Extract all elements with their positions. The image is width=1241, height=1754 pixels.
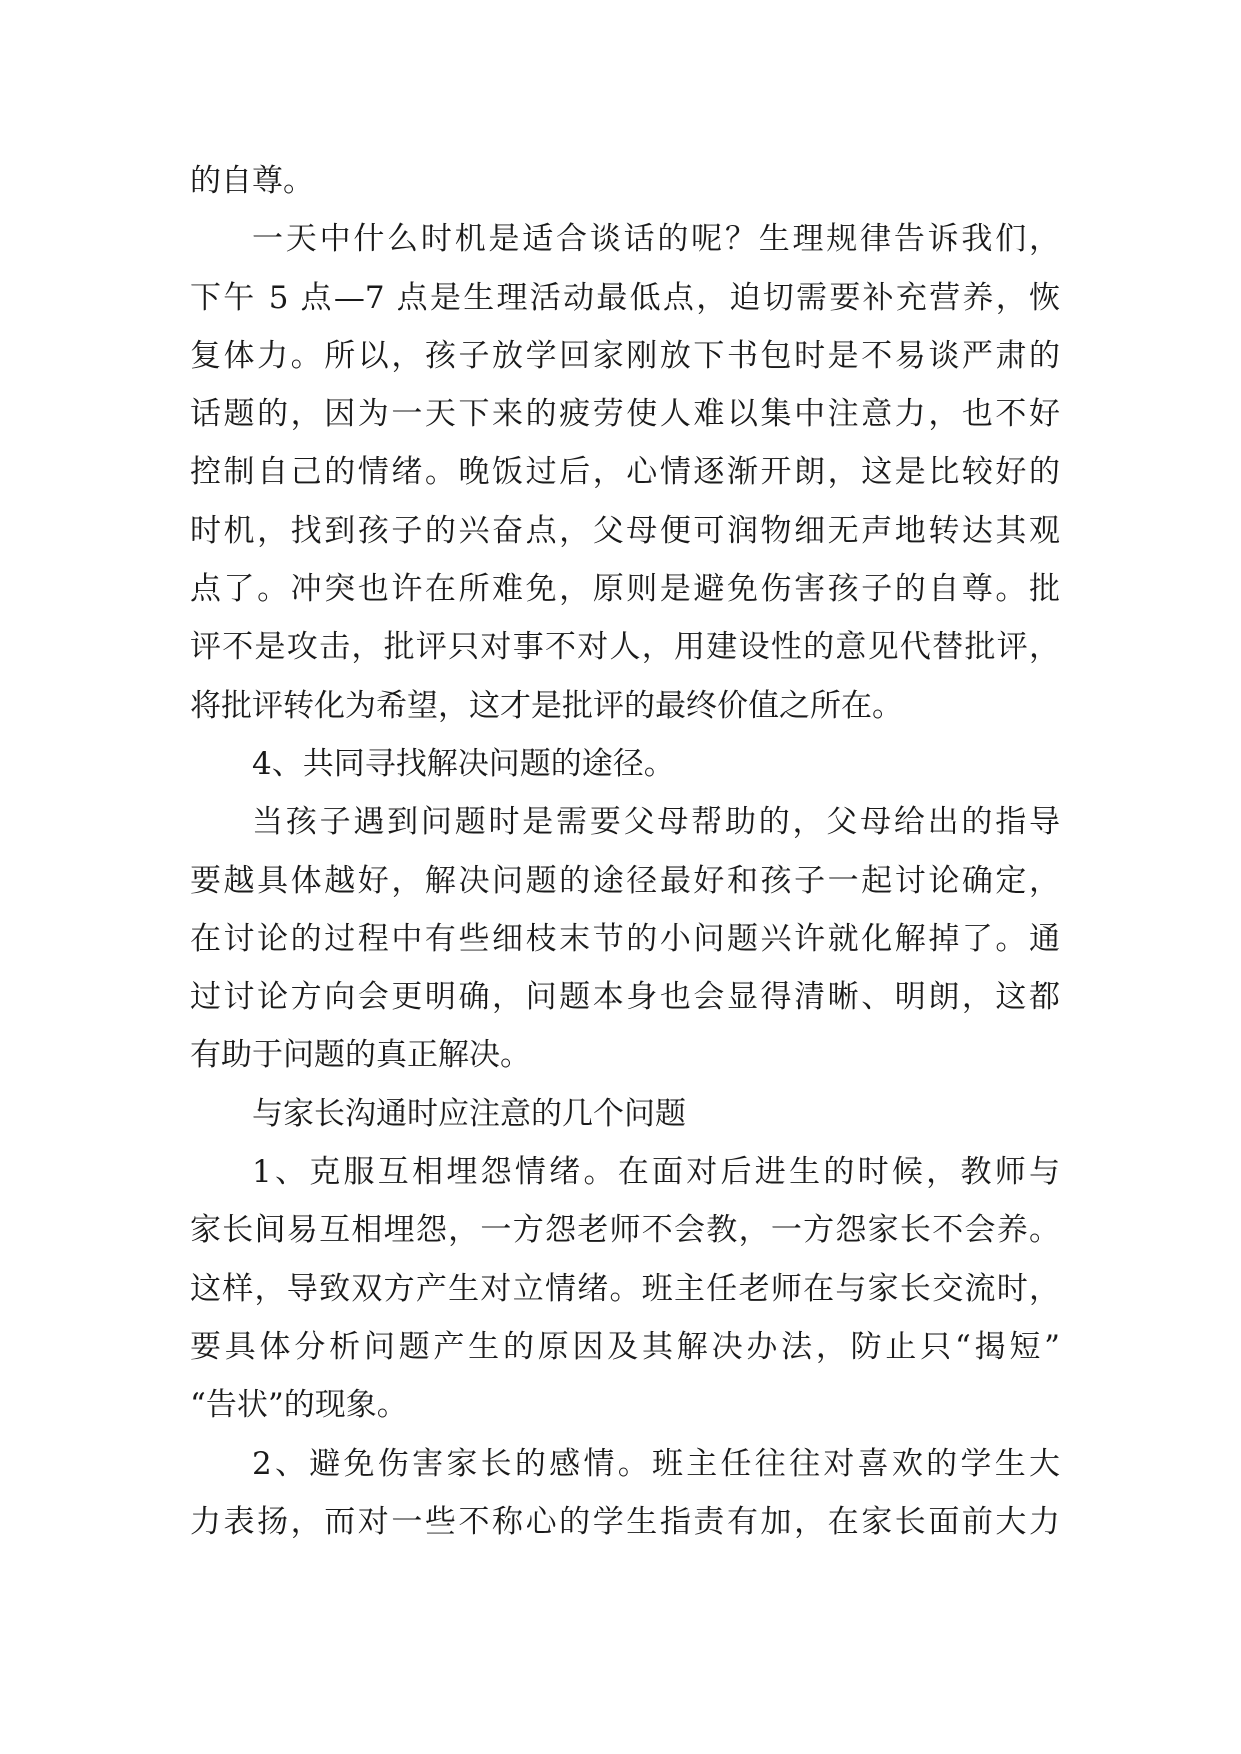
text-line: 控制自己的情绪。晚饭过后，心情逐渐开朗，这是比较好的 [190, 454, 1060, 491]
text-line: 复体力。所以，孩子放学回家刚放下书包时是不易谈严肃的 [190, 337, 1060, 374]
text-line: 一天中什么时机是适合谈话的呢？生理规律告诉我们， [252, 221, 1060, 258]
text-line: “告状”的现象。 [190, 1387, 408, 1424]
text-line: 要越具体越好，解决问题的途径最好和孩子一起讨论确定， [190, 862, 1060, 899]
text-line: 时机，找到孩子的兴奋点，父母便可润物细无声地转达其观 [190, 512, 1060, 549]
text-line: 要具体分析问题产生的原因及其解决办法，防止只“揭短” [190, 1328, 1060, 1365]
text-line: 点了。冲突也许在所难免，原则是避免伤害孩子的自尊。批 [190, 571, 1060, 608]
text-line: 的自尊。 [190, 163, 314, 199]
text-line: 与家长沟通时应注意的几个问题 [252, 1095, 686, 1132]
text-line: 将批评转化为希望，这才是批评的最终价值之所在。 [190, 687, 903, 724]
body-text [190, 152, 1060, 1551]
text-line: 有助于问题的真正解决。 [190, 1037, 531, 1074]
text-line: 1、克服互相埋怨情绪。在面对后进生的时候，教师与 [252, 1154, 1060, 1191]
text-line: 2、避免伤害家长的感情。班主任往往对喜欢的学生大 [252, 1445, 1060, 1482]
text-line: 评不是攻击，批评只对事不对人，用建设性的意见代替批评， [190, 629, 1060, 666]
text-line: 家长间易互相埋怨，一方怨老师不会教，一方怨家长不会养。 [190, 1212, 1060, 1249]
text-line: 过讨论方向会更明确，问题本身也会显得清晰、明朗，这都 [190, 979, 1060, 1016]
text-line: 在讨论的过程中有些细枝末节的小问题兴许就化解掉了。通 [190, 920, 1060, 957]
text-line: 下午 5 点—7 点是生理活动最低点，迫切需要补充营养，恢 [190, 279, 1060, 316]
text-line: 当孩子遇到问题时是需要父母帮助的，父母给出的指导 [252, 804, 1060, 841]
text-line: 话题的，因为一天下来的疲劳使人难以集中注意力，也不好 [190, 396, 1060, 433]
text-line: 力表扬，而对一些不称心的学生指责有加，在家长面前大力 [190, 1503, 1060, 1540]
text-line: 这样，导致双方产生对立情绪。班主任老师在与家长交流时， [190, 1270, 1060, 1307]
text-line: 4、共同寻找解决问题的途径。 [252, 745, 675, 782]
